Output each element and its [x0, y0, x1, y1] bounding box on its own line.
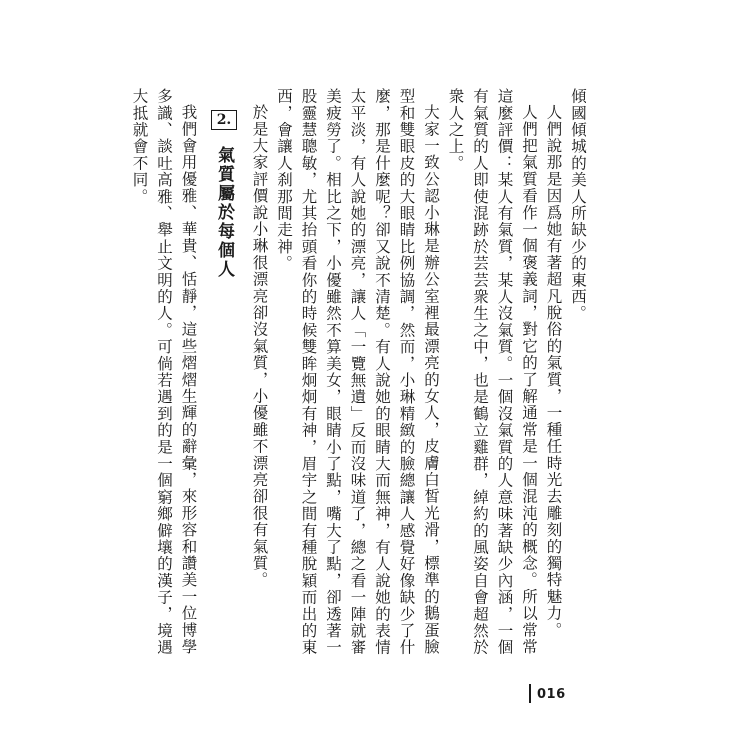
paragraph-3: 人們把氣質看作一個褒義詞，對它的了解通常是一個混沌的概念。所以常常這麼評價：某人有氣質，某人沒氣質。一個沒氣質的人意味著缺少內涵，一個有氣質的人即使混跡於芸芸衆生之中，也是鶴立雞群，綽約的風姿自會超然於衆人之上。: [446, 88, 538, 656]
section-title: 氣質屬於每個人: [214, 145, 234, 279]
section-heading: [211, 88, 238, 668]
paragraph-1: 傾國傾城的美人所缺少的東西。: [569, 88, 587, 322]
paragraph-2: 人們說那是因爲她有著超凡脫俗的氣質，一種任時光去雕刻的獨特魅力。: [544, 103, 563, 638]
paragraph-4: 大家一致公認小琳是辦公室裡最漂亮的女人，皮膚白皙光滑，標準的鵝蛋臉型和雙眼皮的大眼睛比例協調，然而，小琳精緻的臉總讓人感覺好像缺少了什麼，那是什麼呢？卻又說不清楚。有人說她的眼睛大而無神，有人說她的表情太平淡，有人說她的漂亮，讓人「一覽無遺」反而沒味道了，總之看一陣就審美疲勞了。相比之下，小優雖然不算美女，眼睛小了點，嘴大了點，卻透著一股靈慧聰敏，尤其抬頭看你的時候雙眸炯炯有神，眉宇之間有種脫穎而出的東西，會讓人刹那間走神。: [275, 88, 440, 656]
paragraph-6: 我們會用優雅、華貴、恬靜，這些熠熠生輝的辭彙，來形容和讚美一位博學多識、談吐高雅、舉止文明的人。可倘若遇到的是一個窮鄉僻壤的漢子，境遇大抵就會不同。: [130, 88, 198, 656]
page-number-text: 016: [537, 687, 566, 702]
body-text: [130, 88, 590, 668]
paragraph-5: 於是大家評價說小琳很漂亮卻沒氣質，小優雖不漂亮卻很有氣質。: [250, 103, 269, 588]
section-number-badge: 2.: [211, 110, 238, 130]
page-number: [527, 687, 566, 702]
